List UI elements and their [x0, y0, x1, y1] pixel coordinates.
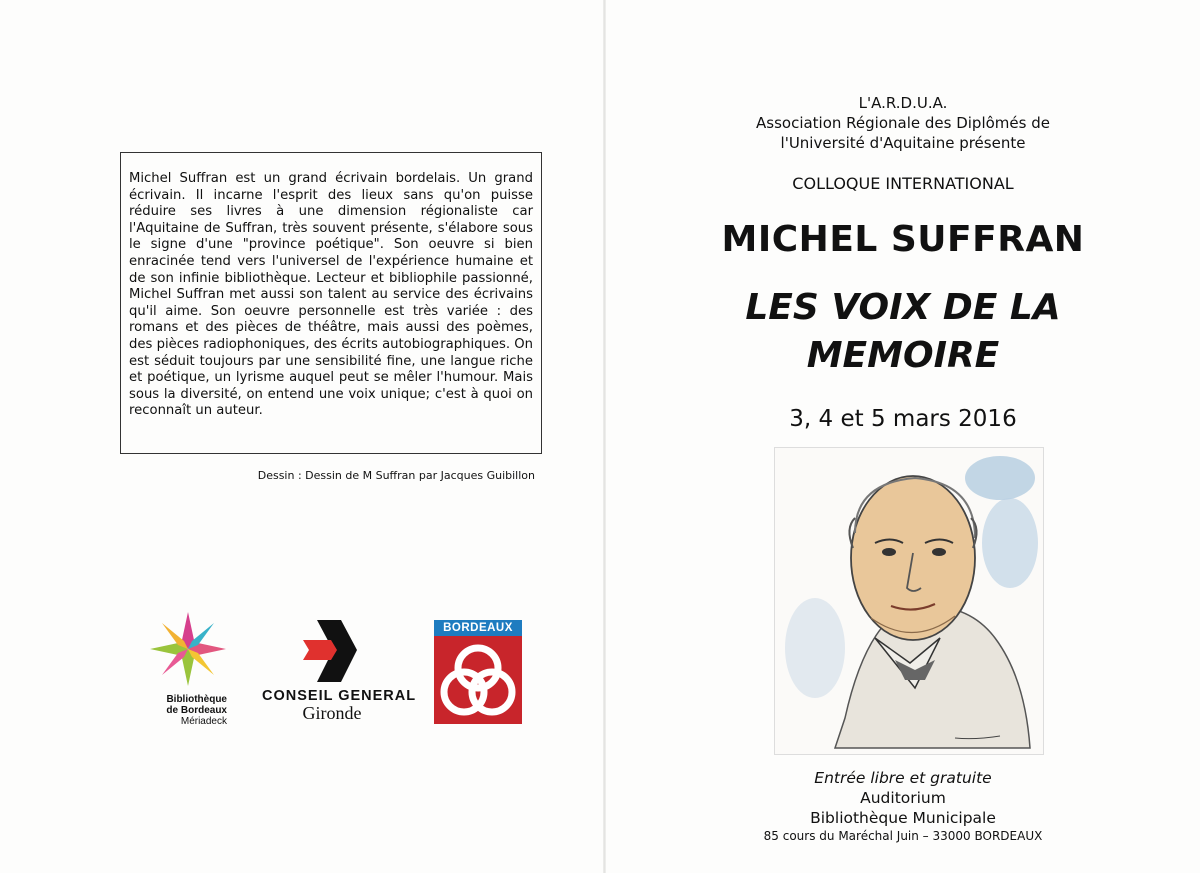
organizer-name-line1: Association Régionale des Diplômés de	[756, 114, 1050, 132]
biblio-logo-line1: Bibliothèque	[166, 694, 227, 705]
conseil-general-logo	[262, 620, 417, 730]
bordeaux-logo-label: BORDEAUX	[434, 620, 522, 636]
venue-room: Auditorium	[860, 789, 946, 807]
author-name: MICHEL SUFFRAN	[721, 219, 1085, 260]
event-type: COLLOQUE INTERNATIONAL	[792, 174, 1014, 193]
organizer-acronym: L'A.R.D.U.A.	[858, 94, 948, 112]
venue-address: 85 cours du Maréchal Juin – 33000 BORDEAUX	[763, 829, 1043, 843]
event-dates: 3, 4 et 5 mars 2016	[789, 406, 1017, 432]
chevron-logo-icon	[297, 620, 367, 682]
venue-name: Bibliothèque Municipale	[810, 809, 996, 827]
triquetra-icon	[434, 636, 522, 724]
admission-info: Entrée libre et gratuite	[814, 769, 992, 787]
right-page	[606, 0, 1200, 873]
star-compass-icon	[148, 610, 228, 688]
cg-logo-line2: Gironde	[302, 703, 362, 723]
biblio-logo-line2: de Bordeaux	[166, 705, 227, 716]
cg-logo-line1: CONSEIL GENERAL	[262, 688, 417, 704]
event-title-line1: LES VOIX DE LA	[745, 287, 1061, 328]
bordeaux-logo	[434, 620, 522, 724]
biblio-logo-line3: Mériadeck	[180, 716, 227, 727]
biography-text: Michel Suffran est un grand écrivain bordelais. Un grand écrivain. Il incarne l'esprit des lieux sans qu'on puisse réduire ses livres à une dimension régionaliste car l'Aquitaine de Suffran, très souvent présente, s'élabore sous le signe d'une "province poétique". Son oeuvre si bien enracinée tend vers l'universel de l'expérience humaine et de son infinie bibliothèque. Lecteur et bibliophile passionné, Michel Suffran met aussi son talent au service des écrivains qu'il aime. Son oeuvre personnelle est très variée : des romans et des pièces de théâtre, mais aussi des poèmes, des pièces radiophoniques, des écrits autobiographiques. On est séduit toujours par une sensibilité fine, une langue riche et poétique, un lyrisme auquel peut se mêler l'humour. Mais sous la diversité, on entend une voix unique; c'est à quoi on reconnaît un auteur.	[129, 171, 533, 419]
event-title-line2: MEMOIRE	[806, 335, 1000, 376]
organizer-name-line2: l'Université d'Aquitaine présente	[780, 134, 1026, 152]
bibliotheque-bordeaux-logo	[140, 610, 235, 730]
biography-box	[120, 152, 542, 454]
portrait-drawing	[774, 447, 1044, 755]
drawing-caption: Dessin : Dessin de M Suffran par Jacques Guibillon	[257, 469, 535, 482]
